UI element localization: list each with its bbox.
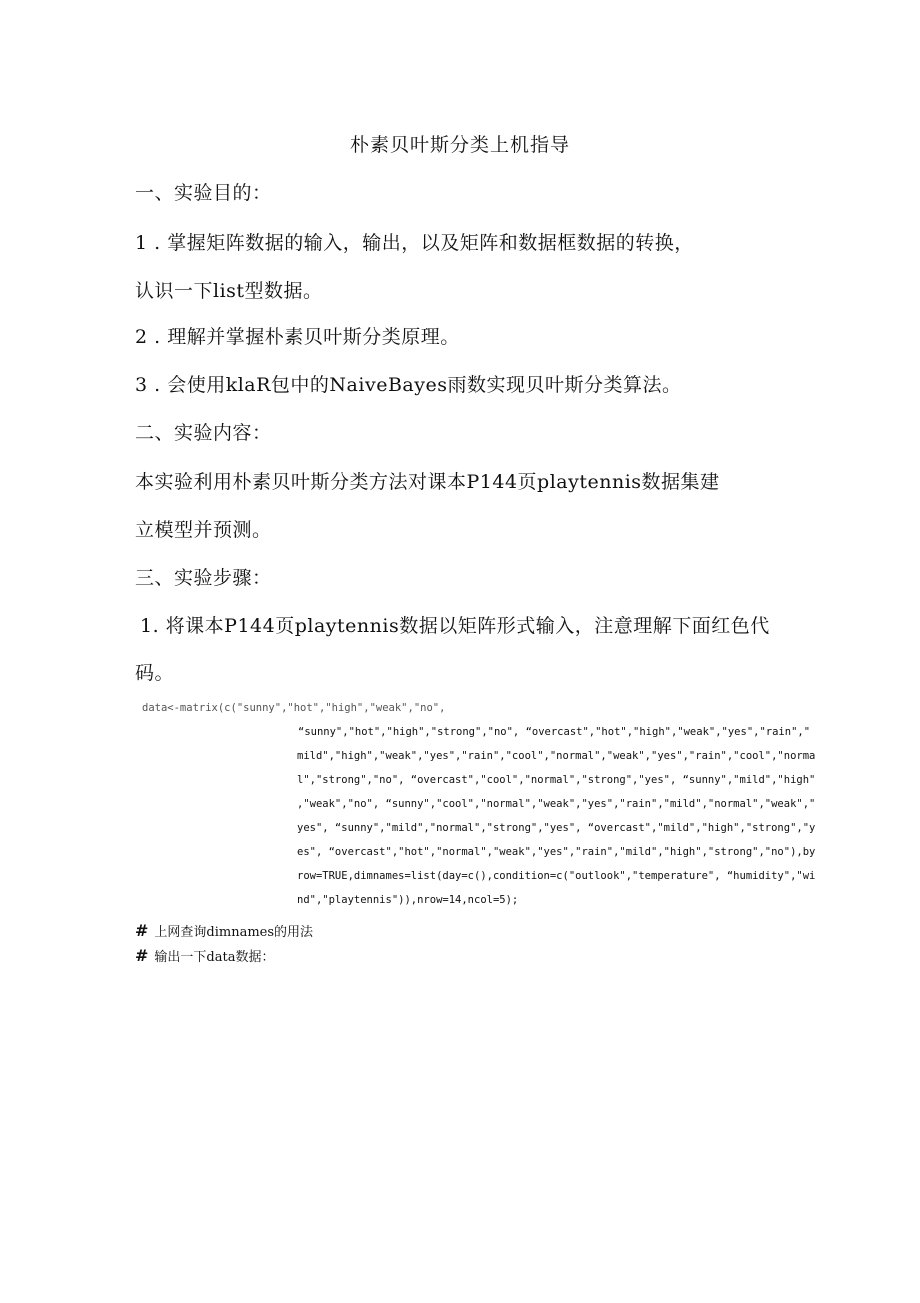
code-line: data<-matrix(c("sunny","hot","high","weak","no", bbox=[142, 702, 446, 714]
section2-heading: 二、实验内容： bbox=[135, 422, 272, 444]
objective-2: 2 . 理解并掌握朴素贝叶斯分类原理。 bbox=[135, 326, 460, 348]
code-line: ,"weak","no", “sunny","cool","normal","weak","yes","rain","mild","normal","weak"," bbox=[297, 798, 816, 810]
comment-output bbox=[135, 946, 274, 965]
comment-dimnames bbox=[135, 921, 313, 940]
step1-line2: 码。 bbox=[135, 662, 175, 684]
code-line: row=TRUE,dimnames=list(day=c(),condition=c("outlook","temperature", “humidity","wi bbox=[297, 870, 816, 882]
code-line: l","strong","no", “overcast","cool","normal","strong","yes", “sunny","mild","high" bbox=[297, 774, 816, 786]
step1-line1: 1. 将课本P144页playtennis数据以矩阵形式输入，注意理解下面红色代 bbox=[140, 615, 770, 637]
code-line: mild","high","weak","yes","rain","cool","normal","weak","yes","rain","cool","norma bbox=[297, 750, 816, 762]
hash-mark: # bbox=[135, 921, 149, 940]
code-line: nd","playtennis")),nrow=14,ncol=5); bbox=[297, 894, 519, 906]
hash-mark: # bbox=[135, 946, 149, 965]
code-line: “sunny","hot","high","strong","no", “overcast","hot","high","weak","yes","rain"," bbox=[298, 726, 811, 738]
content-line1: 本实验利用朴素贝叶斯分类方法对课本P144页playtennis数据集建 bbox=[135, 471, 720, 493]
comment-text: 上网查询dimnames的用法 bbox=[154, 925, 314, 940]
code-line: es", “overcast","hot","normal","weak","yes","rain","mild","high","strong","no"),by bbox=[297, 846, 816, 858]
objective-1-line2: 认识一下list型数据。 bbox=[135, 280, 323, 302]
content-line2: 立模型并预测。 bbox=[135, 519, 272, 541]
section3-heading: 三、实验步骤： bbox=[135, 567, 272, 589]
objective-3: 3 . 会使用klaR包中的NaiveBayes雨数实现贝叶斯分类算法。 bbox=[135, 374, 682, 396]
comment-text: 输出一下data数据： bbox=[154, 950, 275, 965]
section1-heading: 一、实验目的： bbox=[135, 182, 272, 204]
code-line: yes", “sunny","mild","normal","strong","yes", “overcast","mild","high","strong","y bbox=[297, 822, 816, 834]
objective-1-line1: 1 . 掌握矩阵数据的输入，输出，以及矩阵和数据框数据的转换， bbox=[135, 232, 694, 254]
document-title: 朴素贝叶斯分类上机指导 bbox=[349, 134, 570, 156]
